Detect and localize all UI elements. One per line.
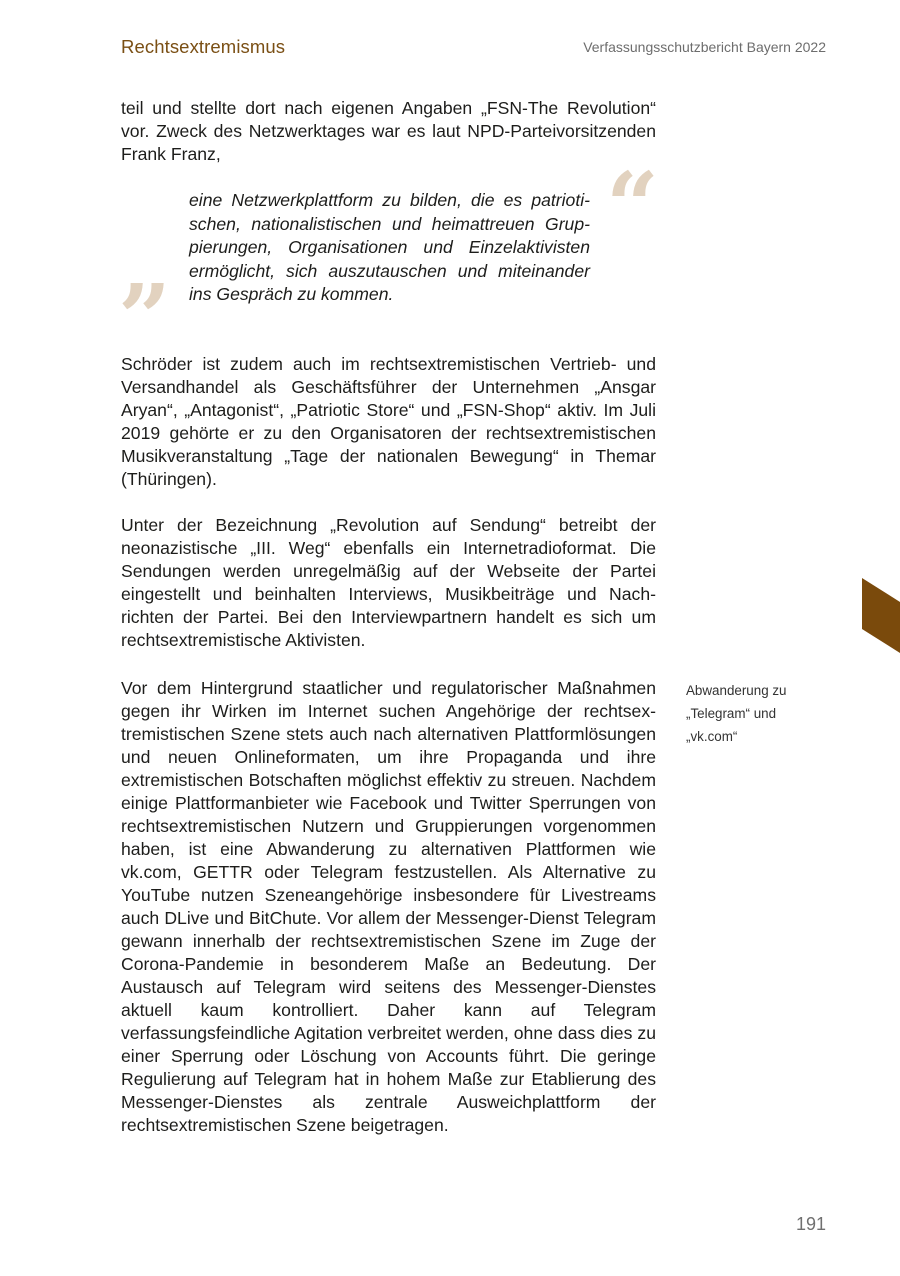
- paragraph-intro: teil und stellte dort nach eigenen Angaben „FSN-The Revolution“ vor. Zweck des Netzwerktages war es laut NPD-Parteivorsitzenden Frank Franz,: [121, 98, 656, 164]
- open-quote-mark-icon: “: [606, 152, 659, 260]
- running-header-section: Rechtsextremismus: [121, 36, 286, 57]
- paragraph-schroeder: Schröder ist zudem auch im rechtsextremistischen Vertrieb- und Versandhandel als Geschäftsführer der Unternehmen „Ansgar Aryan“, „Antagonist“, „Patriotic Store“ und „FSN-Shop“ aktiv. Im Juli 2019 gehörte er zu den Organisatoren der rechtsextremistischen Musikveranstaltung „Tage der nationalen Bewegung“ in Themar (Thüringen).: [121, 354, 656, 489]
- chapter-tab-marker: [862, 578, 900, 653]
- running-header-report-title: Verfassungsschutzbericht Bayern 2022: [583, 39, 826, 55]
- paragraph-telegram: Vor dem Hintergrund staatlicher und regulatorischer Maßnahmen gegen ihr Wirken im Internet suchen Angehörige der rechtsextremistischen Szene stets auch nach alternativen Plattformlösungen und neuen Onlineformaten, um ihre Propaganda und ihre extremistischen Botschaften möglichst effektiv zu streuen. Nachdem einige Plattformanbieter wie Facebook und Twitter Sperrungen von rechtsextremistischen Nutzern und Gruppierungen vorgenommen haben, ist eine Abwanderung zu alternativen Plattformen wie vk.com, GETTR oder Telegram festzustellen. Als Alternative zu YouTube nutzen Szeneangehörige insbesondere für Livestreams auch DLive und BitChute. Vor allem der Messenger-Dienst Telegram gewann innerhalb der rechtsextremistischen Szene im Zuge der Corona-Pandemie in besonderem Maße an Bedeutung. Der Austausch auf Telegram wird seitens des Messenger-Dienstes aktuell kaum kontrolliert. Daher kann auf Telegram verfassungsfeindliche Agitation verbreitet werden, ohne dass dies zu einer Sperrung oder Löschung von Accounts führt. Die geringe Regulierung auf Telegram hat in hohem Maße zur Etablierung des Messenger-Dienstes als zentrale Ausweichplattform der rechtsextremistischen Szene beigetragen.: [121, 678, 656, 1135]
- paragraph-revolution-auf-sendung: Unter der Bezeichnung „Revolution auf Sendung“ betreibt der neonazistische „III. Weg“ ebenfalls ein Internetradioformat. Die Sendungen werden unregelmäßig auf der Webseite der Partei eingestellt und beinhalten Interviews, Musikbeiträge und Nachrichten der Partei. Bei den Interviewpartnern handelt es sich um rechtsextremistische Aktivisten.: [121, 515, 656, 650]
- close-quote-mark-icon: ”: [118, 264, 171, 372]
- page-number: 191: [795, 1214, 826, 1234]
- margin-note: Abwanderung zu „Telegram“ und „vk.com“: [686, 683, 787, 744]
- block-quote: eine Netzwerkplattform zu bilden, die es patriotischen, nationalistischen und heimattreuen Gruppierungen, Organisationen und Einzelaktivisten ermöglicht, sich auszutauschen und miteinander ins Gespräch zu kommen.: [189, 190, 590, 304]
